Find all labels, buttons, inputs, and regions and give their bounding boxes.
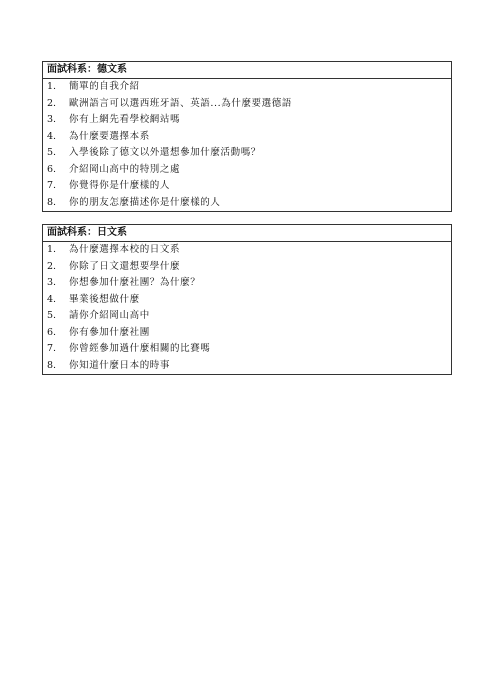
question-number: 5.: [47, 147, 57, 158]
question-number: 4.: [47, 293, 57, 305]
question-text: 你除了日文還想要學什麼: [69, 260, 181, 272]
question-item: [43, 162, 451, 179]
question-text: 為什麼要選擇本系: [69, 130, 150, 142]
german-dept-question-list: [43, 79, 451, 211]
question-text: 簡單的自我介紹: [69, 81, 140, 92]
question-text: 畢業後想做什麼: [69, 293, 140, 305]
question-text: 你有參加什麼社團: [69, 326, 150, 338]
question-number: 6.: [47, 163, 57, 175]
question-item: [43, 96, 451, 113]
question-number: 8.: [47, 196, 57, 208]
question-number: 2.: [47, 260, 57, 272]
question-number: 7.: [47, 180, 57, 191]
question-item: [43, 195, 451, 212]
question-number: 3.: [47, 277, 57, 288]
japanese-dept-header: 面試科系：日文系: [43, 225, 451, 242]
question-text: 入學後除了德文以外還想參加什麼活動嗎？: [69, 147, 261, 158]
question-item: [43, 112, 451, 129]
question-number: 2.: [47, 97, 57, 109]
question-item: [43, 259, 451, 276]
question-item: [43, 358, 451, 375]
question-number: 7.: [47, 343, 57, 354]
question-item: [43, 145, 451, 162]
question-item: [43, 79, 451, 96]
question-number: 1.: [47, 81, 57, 92]
question-item: [43, 292, 451, 309]
japanese-dept-question-list: [43, 242, 451, 374]
question-text: 你有上網先看學校網站嗎: [69, 114, 181, 125]
question-item: [43, 242, 451, 259]
question-text: 你的朋友怎麼描述你是什麼樣的人: [69, 196, 221, 208]
question-number: 8.: [47, 359, 57, 371]
german-dept-question-box: [42, 61, 452, 212]
question-text: 為什麼選擇本校的日文系: [69, 244, 181, 255]
question-item: [43, 325, 451, 342]
question-item: [43, 308, 451, 325]
question-text: 你知道什麼日本的時事: [69, 359, 171, 371]
question-item: [43, 178, 451, 195]
german-dept-header: 面試科系：德文系: [43, 62, 451, 79]
question-text: 歐洲語言可以選西班牙語、英語...為什麼要選德語: [69, 97, 292, 109]
question-number: 6.: [47, 326, 57, 338]
question-item: [43, 129, 451, 146]
question-text: 你覺得你是什麼樣的人: [69, 180, 171, 191]
japanese-dept-question-box: [42, 224, 452, 375]
question-text: 你曾經參加過什麼相關的比賽嗎: [69, 343, 211, 354]
question-item: [43, 341, 451, 358]
question-text: 請你介紹岡山高中: [69, 310, 150, 321]
question-number: 1.: [47, 244, 57, 255]
question-item: [43, 275, 451, 292]
question-text: 你想參加什麼社團？為什麼？: [69, 277, 201, 288]
question-number: 4.: [47, 130, 57, 142]
question-number: 5.: [47, 310, 57, 321]
question-number: 3.: [47, 114, 57, 125]
question-text: 介紹岡山高中的特別之處: [69, 163, 181, 175]
